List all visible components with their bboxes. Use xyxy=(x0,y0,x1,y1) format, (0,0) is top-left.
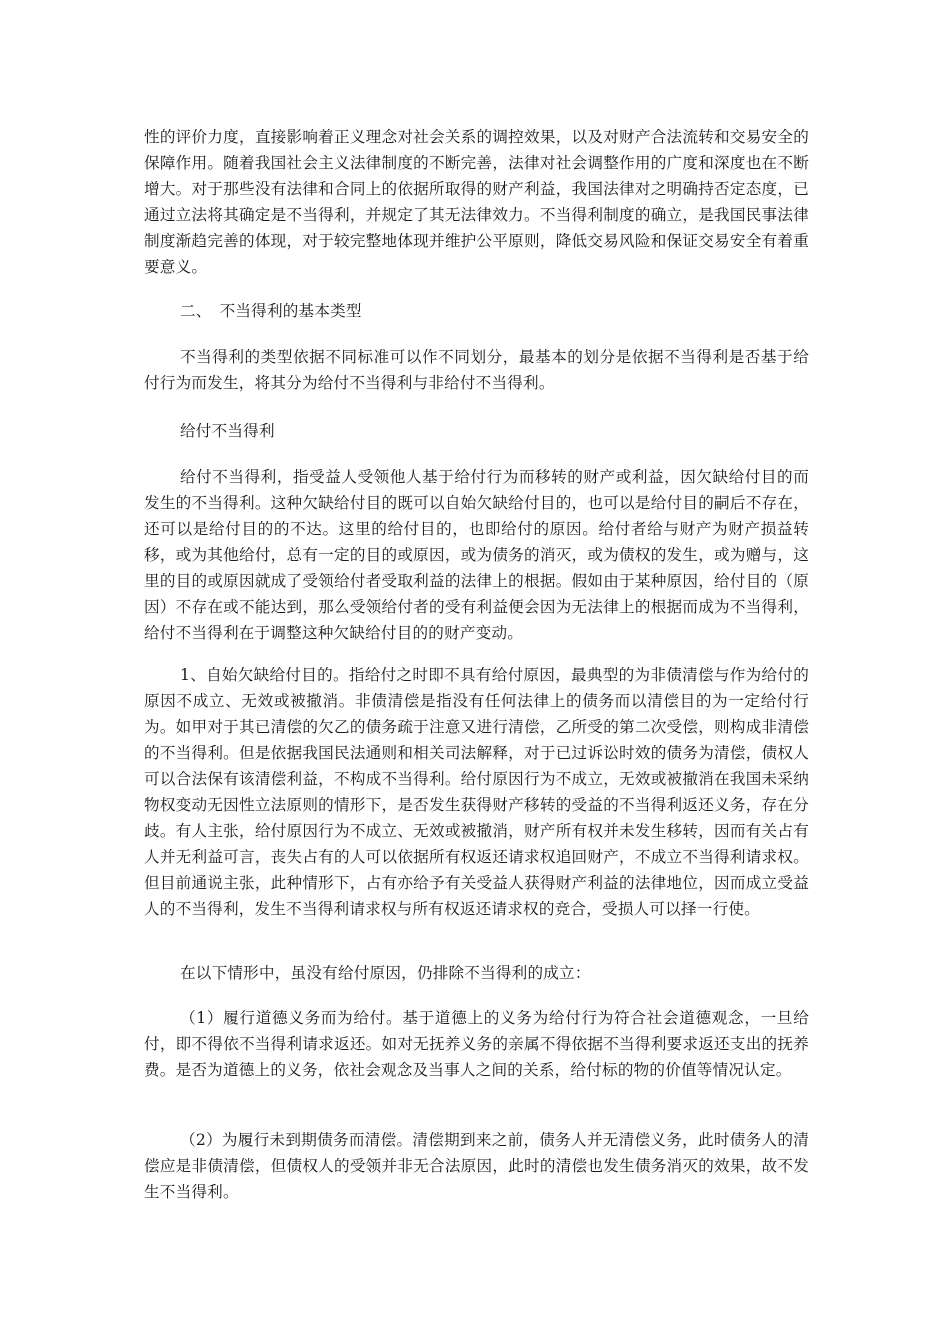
paragraph-intro: 性的评价力度，直接影响着正义理念对社会关系的调控效果，以及对财产合法流转和交易安全的保障作用。随着我国社会主义法律制度的不断完善，法律对社会调整作用的广度和深度也在不断增大。对于那些没有法律和合同上的依据所取得的财产利益，我国法律对之明确持否定态度，已通过立法将其确定是不当得利，并规定了其无法律效力。不当得利制度的确立，是我国民事法律制度渐趋完善的体现，对于较完整地体现并维护公平原则，降低交易风险和保证交易安全有着重要意义。 xyxy=(144,128,809,276)
subheading-payment-unjust-enrichment: 给付不当得利 xyxy=(180,422,275,440)
paragraph-item-1: 1、自始欠缺给付目的。指给付之时即不具有给付原因，最典型的为非债清偿与作为给付的原因不成立、无效或被撤消。非债清偿是指没有任何法律上的债务而以清偿目的为一定给付行为。如甲对于其已清偿的欠乙的债务疏于注意又进行清偿，乙所受的第二次受偿，则构成非清偿的不当得利。但是依据我国民法通则和相关司法解释，对于已过诉讼时效的债务为清偿，债权人可以合法保有该清偿利益，不构成不当得利。给付原因行为不成立，无效或被撤消在我国未采纳物权变动无因性立法原则的情形下，是否发生获得财产移转的受益的不当得利返还义务，存在分歧。有人主张，给付原因行为不成立、无效或被撤消，财产所有权并未发生移转，因而有关占有人并无利益可言，丧失占有的人可以依据所有权返还请求权追回财产，不成立不当得利请求权。但目前通说主张，此种情形下，占有亦给予有关受益人获得财产利益的法律地位，因而成立受益人的不当得利，发生不当得利请求权与所有权返还请求权的竞合，受损人可以择一行使。 xyxy=(144,666,809,918)
section-heading-types: 二、 不当得利的基本类型 xyxy=(180,302,362,320)
paragraph-exclusion-intro: 在以下情形中，虽没有给付原因，仍排除不当得利的成立： xyxy=(180,964,591,982)
paragraph-types: 不当得利的类型依据不同标准可以作不同划分，最基本的划分是依据不当得利是否基于给付行为而发生，将其分为给付不当得利与非给付不当得利。 xyxy=(144,348,809,392)
paragraph-subitem-2: （2）为履行未到期债务而清偿。清偿期到来之前，债务人并无清偿义务，此时债务人的清偿应是非债清偿，但债权人的受领并非无合法原因，此时的清偿也发生债务消灭的效果，故不发生不当得利。 xyxy=(144,1131,809,1201)
paragraph-subitem-1: （1）履行道德义务而为给付。基于道德上的义务为给付行为符合社会道德观念，一旦给付，即不得依不当得利请求返还。如对无抚养义务的亲属不得依据不当得利要求返还支出的抚养费。是否为道德上的义务，依社会观念及当事人之间的关系，给付标的物的价值等情况认定。 xyxy=(144,1009,809,1079)
paragraph-payment-definition: 给付不当得利，指受益人受领他人基于给付行为而移转的财产或利益，因欠缺给付目的而发生的不当得利。这种欠缺给付目的既可以自始欠缺给付目的，也可以是给付目的嗣后不存在，还可以是给付目的的不达。这里的给付目的，也即给付的原因。给付者给与财产为财产损益转移，或为其他给付，总有一定的目的或原因，或为债务的消灭，或为债权的发生，或为赠与，这里的目的或原因就成了受领给付者受取利益的法律上的根据。假如由于某种原因，给付目的（原因）不存在或不能达到，那么受领给付者的受有利益便会因为无法律上的根据而成为不当得利，给付不当得利在于调整这种欠缺给付目的的财产变动。 xyxy=(144,468,809,642)
